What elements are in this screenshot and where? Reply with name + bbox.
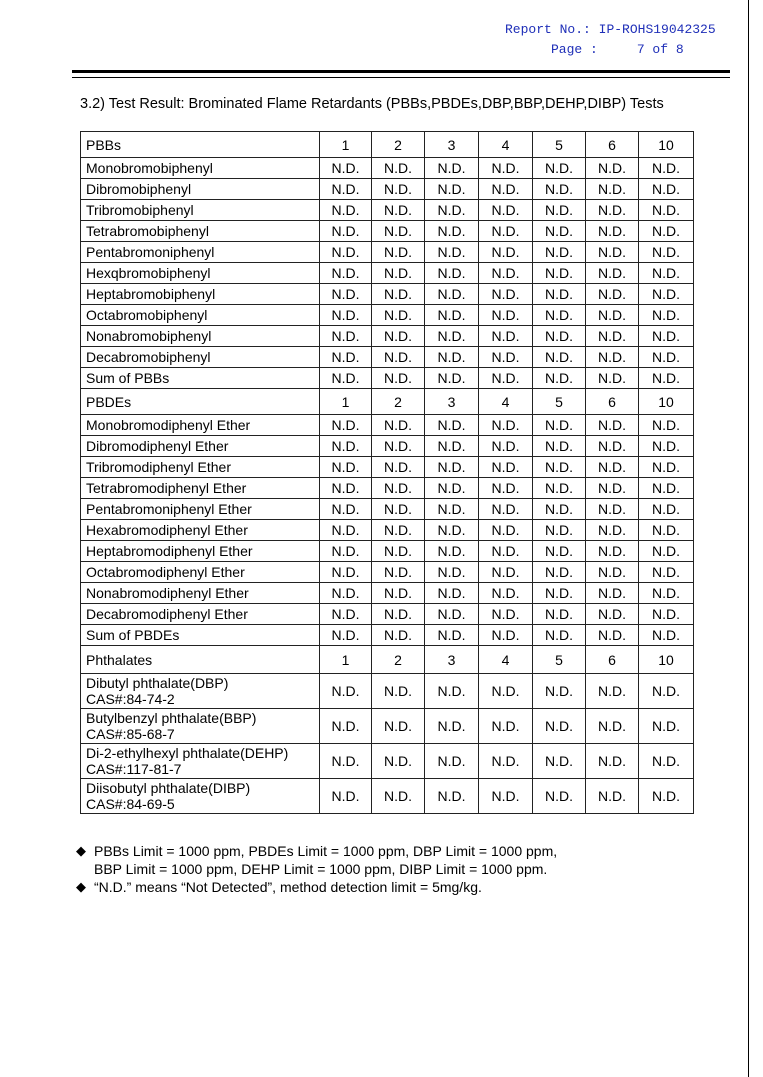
table-row bbox=[81, 179, 694, 200]
result-value: N.D. bbox=[372, 242, 425, 263]
section-header-row bbox=[81, 646, 694, 674]
result-value: N.D. bbox=[372, 179, 425, 200]
limits-note-line-2: BBP Limit = 1000 ppm, DEHP Limit = 1000 ppm, DIBP Limit = 1000 ppm. bbox=[94, 861, 548, 877]
report-header bbox=[505, 20, 720, 60]
result-value: N.D. bbox=[639, 263, 694, 284]
table-row bbox=[81, 478, 694, 499]
column-header: 2 bbox=[372, 389, 425, 415]
table-row bbox=[81, 583, 694, 604]
result-value: N.D. bbox=[479, 221, 533, 242]
result-value: N.D. bbox=[372, 709, 425, 744]
result-value: N.D. bbox=[533, 436, 586, 457]
result-value: N.D. bbox=[639, 625, 694, 646]
result-value: N.D. bbox=[479, 541, 533, 562]
result-value: N.D. bbox=[479, 562, 533, 583]
result-value: N.D. bbox=[586, 709, 639, 744]
substance-name: Dibromobiphenyl bbox=[81, 179, 320, 200]
column-header: 3 bbox=[425, 389, 479, 415]
result-value: N.D. bbox=[533, 499, 586, 520]
result-value: N.D. bbox=[586, 263, 639, 284]
result-value: N.D. bbox=[320, 478, 372, 499]
result-value: N.D. bbox=[639, 541, 694, 562]
result-value: N.D. bbox=[320, 625, 372, 646]
result-value: N.D. bbox=[639, 368, 694, 389]
column-header: 6 bbox=[586, 132, 639, 158]
column-header: 1 bbox=[320, 389, 372, 415]
result-value: N.D. bbox=[586, 347, 639, 368]
table-row bbox=[81, 674, 694, 709]
section-header-row bbox=[81, 132, 694, 158]
section-title: 3.2) Test Result: Brominated Flame Retardants (PBBs,PBDEs,DBP,BBP,DEHP,DIBP) Tests bbox=[80, 96, 664, 112]
result-value: N.D. bbox=[320, 284, 372, 305]
result-value: N.D. bbox=[479, 625, 533, 646]
column-header: 2 bbox=[372, 646, 425, 674]
result-value: N.D. bbox=[586, 604, 639, 625]
result-value: N.D. bbox=[533, 415, 586, 436]
result-value: N.D. bbox=[479, 179, 533, 200]
result-value: N.D. bbox=[479, 779, 533, 814]
result-value: N.D. bbox=[320, 583, 372, 604]
result-value: N.D. bbox=[639, 709, 694, 744]
substance-name-line: Diisobutyl phthalate(DIBP) bbox=[86, 780, 251, 796]
result-value: N.D. bbox=[639, 562, 694, 583]
result-value: N.D. bbox=[639, 779, 694, 814]
result-value: N.D. bbox=[320, 520, 372, 541]
result-value: N.D. bbox=[320, 179, 372, 200]
table-row bbox=[81, 158, 694, 179]
result-value: N.D. bbox=[479, 499, 533, 520]
result-value: N.D. bbox=[479, 583, 533, 604]
result-value: N.D. bbox=[586, 436, 639, 457]
result-value: N.D. bbox=[479, 284, 533, 305]
table-row bbox=[81, 520, 694, 541]
result-value: N.D. bbox=[586, 744, 639, 779]
result-value: N.D. bbox=[639, 478, 694, 499]
result-value: N.D. bbox=[639, 744, 694, 779]
result-value: N.D. bbox=[586, 305, 639, 326]
result-value: N.D. bbox=[586, 562, 639, 583]
result-value: N.D. bbox=[320, 158, 372, 179]
column-header: 1 bbox=[320, 646, 372, 674]
result-value: N.D. bbox=[320, 347, 372, 368]
substance-name: Monobromobiphenyl bbox=[81, 158, 320, 179]
result-value: N.D. bbox=[639, 520, 694, 541]
substance-name: Sum of PBDEs bbox=[81, 625, 320, 646]
result-value: N.D. bbox=[425, 436, 479, 457]
result-value: N.D. bbox=[372, 499, 425, 520]
table-row bbox=[81, 415, 694, 436]
result-value: N.D. bbox=[586, 478, 639, 499]
result-value: N.D. bbox=[320, 415, 372, 436]
result-value: N.D. bbox=[372, 415, 425, 436]
result-value: N.D. bbox=[372, 221, 425, 242]
substance-name: Tetrabromodiphenyl Ether bbox=[81, 478, 320, 499]
result-value: N.D. bbox=[639, 200, 694, 221]
result-value: N.D. bbox=[586, 457, 639, 478]
result-value: N.D. bbox=[479, 347, 533, 368]
column-header: 10 bbox=[639, 646, 694, 674]
substance-name: Nonabromodiphenyl Ether bbox=[81, 583, 320, 604]
column-header: 2 bbox=[372, 132, 425, 158]
result-value: N.D. bbox=[320, 242, 372, 263]
table-row bbox=[81, 604, 694, 625]
result-value: N.D. bbox=[425, 305, 479, 326]
substance-name: Pentabromoniphenyl Ether bbox=[81, 499, 320, 520]
result-value: N.D. bbox=[479, 604, 533, 625]
diamond-icon: ◆ bbox=[76, 843, 86, 858]
result-value: N.D. bbox=[533, 284, 586, 305]
result-value: N.D. bbox=[320, 221, 372, 242]
diamond-icon: ◆ bbox=[76, 879, 86, 894]
result-value: N.D. bbox=[586, 625, 639, 646]
substance-name: Octabromobiphenyl bbox=[81, 305, 320, 326]
result-value: N.D. bbox=[372, 625, 425, 646]
notes-block bbox=[76, 842, 557, 896]
table-row bbox=[81, 368, 694, 389]
column-header: 4 bbox=[479, 132, 533, 158]
result-value: N.D. bbox=[372, 368, 425, 389]
result-value: N.D. bbox=[479, 326, 533, 347]
result-value: N.D. bbox=[425, 583, 479, 604]
cas-number: CAS#:85-68-7 bbox=[86, 726, 175, 742]
result-value: N.D. bbox=[372, 541, 425, 562]
result-value: N.D. bbox=[320, 779, 372, 814]
result-value: N.D. bbox=[533, 305, 586, 326]
table-row bbox=[81, 221, 694, 242]
result-value: N.D. bbox=[533, 520, 586, 541]
result-value: N.D. bbox=[533, 779, 586, 814]
result-value: N.D. bbox=[425, 347, 479, 368]
result-value: N.D. bbox=[425, 562, 479, 583]
result-value: N.D. bbox=[425, 478, 479, 499]
table-row bbox=[81, 779, 694, 814]
substance-name: Sum of PBBs bbox=[81, 368, 320, 389]
result-value: N.D. bbox=[372, 520, 425, 541]
result-value: N.D. bbox=[372, 263, 425, 284]
substance-name-line: Butylbenzyl phthalate(BBP) bbox=[86, 710, 257, 726]
substance-name: Nonabromobiphenyl bbox=[81, 326, 320, 347]
result-value: N.D. bbox=[479, 263, 533, 284]
result-value: N.D. bbox=[479, 305, 533, 326]
page-label: Page : bbox=[551, 42, 598, 57]
substance-name: Dibromodiphenyl Ether bbox=[81, 436, 320, 457]
result-value: N.D. bbox=[320, 744, 372, 779]
page-edge-line bbox=[748, 0, 749, 1077]
result-value: N.D. bbox=[425, 457, 479, 478]
result-value: N.D. bbox=[586, 499, 639, 520]
result-value: N.D. bbox=[533, 263, 586, 284]
result-value: N.D. bbox=[479, 242, 533, 263]
result-value: N.D. bbox=[639, 415, 694, 436]
column-header: 5 bbox=[533, 132, 586, 158]
result-value: N.D. bbox=[320, 368, 372, 389]
result-value: N.D. bbox=[320, 562, 372, 583]
result-value: N.D. bbox=[425, 744, 479, 779]
section-header-label: PBDEs bbox=[81, 389, 320, 415]
result-value: N.D. bbox=[586, 284, 639, 305]
result-value: N.D. bbox=[372, 779, 425, 814]
table-row bbox=[81, 541, 694, 562]
table-row bbox=[81, 305, 694, 326]
report-number-value: IP-ROHS19042325 bbox=[598, 22, 716, 37]
result-value: N.D. bbox=[372, 583, 425, 604]
cas-number: CAS#:84-69-5 bbox=[86, 796, 175, 812]
result-value: N.D. bbox=[320, 499, 372, 520]
result-value: N.D. bbox=[639, 674, 694, 709]
result-value: N.D. bbox=[372, 604, 425, 625]
result-value: N.D. bbox=[639, 436, 694, 457]
result-value: N.D. bbox=[639, 457, 694, 478]
result-value: N.D. bbox=[586, 368, 639, 389]
result-value: N.D. bbox=[425, 263, 479, 284]
table-row bbox=[81, 457, 694, 478]
substance-name-line: Dibutyl phthalate(DBP) bbox=[86, 675, 229, 691]
result-value: N.D. bbox=[425, 200, 479, 221]
substance-name bbox=[81, 674, 320, 709]
column-header: 5 bbox=[533, 389, 586, 415]
result-value: N.D. bbox=[533, 326, 586, 347]
column-header: 10 bbox=[639, 132, 694, 158]
result-value: N.D. bbox=[479, 200, 533, 221]
result-value: N.D. bbox=[533, 744, 586, 779]
result-value: N.D. bbox=[372, 326, 425, 347]
result-value: N.D. bbox=[533, 221, 586, 242]
results-table-body bbox=[81, 132, 694, 814]
result-value: N.D. bbox=[533, 625, 586, 646]
result-value: N.D. bbox=[533, 604, 586, 625]
result-value: N.D. bbox=[533, 674, 586, 709]
column-header: 3 bbox=[425, 132, 479, 158]
result-value: N.D. bbox=[639, 305, 694, 326]
column-header: 4 bbox=[479, 389, 533, 415]
result-value: N.D. bbox=[425, 779, 479, 814]
result-value: N.D. bbox=[639, 242, 694, 263]
result-value: N.D. bbox=[533, 179, 586, 200]
result-value: N.D. bbox=[479, 368, 533, 389]
substance-name: Decabromobiphenyl bbox=[81, 347, 320, 368]
result-value: N.D. bbox=[425, 499, 479, 520]
result-value: N.D. bbox=[425, 709, 479, 744]
nd-note-text: “N.D.” means “Not Detected”, method detection limit = 5mg/kg. bbox=[94, 879, 482, 895]
table-row bbox=[81, 347, 694, 368]
result-value: N.D. bbox=[586, 200, 639, 221]
result-value: N.D. bbox=[533, 709, 586, 744]
result-value: N.D. bbox=[372, 305, 425, 326]
substance-name: Heptabromodiphenyl Ether bbox=[81, 541, 320, 562]
results-table bbox=[80, 131, 694, 814]
result-value: N.D. bbox=[586, 221, 639, 242]
table-row bbox=[81, 709, 694, 744]
result-value: N.D. bbox=[586, 541, 639, 562]
result-value: N.D. bbox=[320, 326, 372, 347]
substance-name: Hexabromodiphenyl Ether bbox=[81, 520, 320, 541]
substance-name: Heptabromobiphenyl bbox=[81, 284, 320, 305]
result-value: N.D. bbox=[372, 158, 425, 179]
result-value: N.D. bbox=[372, 436, 425, 457]
result-value: N.D. bbox=[425, 284, 479, 305]
result-value: N.D. bbox=[639, 499, 694, 520]
result-value: N.D. bbox=[639, 179, 694, 200]
substance-name: Tribromobiphenyl bbox=[81, 200, 320, 221]
page-value: 7 of 8 bbox=[636, 42, 684, 57]
column-header: 6 bbox=[586, 389, 639, 415]
substance-name-line: Di-2-ethylhexyl phthalate(DEHP) bbox=[86, 745, 289, 761]
cas-number: CAS#:84-74-2 bbox=[86, 691, 175, 707]
result-value: N.D. bbox=[479, 158, 533, 179]
result-value: N.D. bbox=[320, 263, 372, 284]
substance-name: Decabromodiphenyl Ether bbox=[81, 604, 320, 625]
result-value: N.D. bbox=[533, 242, 586, 263]
result-value: N.D. bbox=[320, 305, 372, 326]
report-number-label: Report No.: bbox=[505, 22, 591, 37]
substance-name bbox=[81, 709, 320, 744]
table-row bbox=[81, 744, 694, 779]
result-value: N.D. bbox=[320, 541, 372, 562]
column-header: 10 bbox=[639, 389, 694, 415]
result-value: N.D. bbox=[479, 744, 533, 779]
result-value: N.D. bbox=[639, 326, 694, 347]
result-value: N.D. bbox=[425, 604, 479, 625]
result-value: N.D. bbox=[425, 625, 479, 646]
result-value: N.D. bbox=[586, 179, 639, 200]
result-value: N.D. bbox=[320, 436, 372, 457]
result-value: N.D. bbox=[479, 709, 533, 744]
nd-note bbox=[76, 878, 557, 896]
result-value: N.D. bbox=[425, 221, 479, 242]
table-row bbox=[81, 326, 694, 347]
substance-name: Tribromodiphenyl Ether bbox=[81, 457, 320, 478]
result-value: N.D. bbox=[533, 478, 586, 499]
result-value: N.D. bbox=[586, 779, 639, 814]
table-row bbox=[81, 499, 694, 520]
result-value: N.D. bbox=[533, 583, 586, 604]
result-value: N.D. bbox=[586, 674, 639, 709]
substance-name bbox=[81, 779, 320, 814]
report-number-row bbox=[505, 20, 720, 40]
result-value: N.D. bbox=[425, 415, 479, 436]
section-header-label: Phthalates bbox=[81, 646, 320, 674]
result-value: N.D. bbox=[479, 457, 533, 478]
result-value: N.D. bbox=[586, 520, 639, 541]
result-value: N.D. bbox=[533, 158, 586, 179]
result-value: N.D. bbox=[372, 200, 425, 221]
result-value: N.D. bbox=[639, 221, 694, 242]
result-value: N.D. bbox=[586, 415, 639, 436]
result-value: N.D. bbox=[372, 478, 425, 499]
result-value: N.D. bbox=[320, 604, 372, 625]
column-header: 3 bbox=[425, 646, 479, 674]
table-row bbox=[81, 625, 694, 646]
result-value: N.D. bbox=[372, 744, 425, 779]
result-value: N.D. bbox=[479, 436, 533, 457]
section-header-row bbox=[81, 389, 694, 415]
result-value: N.D. bbox=[586, 242, 639, 263]
result-value: N.D. bbox=[533, 200, 586, 221]
limits-note-line-1: PBBs Limit = 1000 ppm, PBDEs Limit = 1000 ppm, DBP Limit = 1000 ppm, bbox=[94, 843, 558, 859]
result-value: N.D. bbox=[372, 457, 425, 478]
result-value: N.D. bbox=[479, 415, 533, 436]
result-value: N.D. bbox=[586, 583, 639, 604]
column-header: 6 bbox=[586, 646, 639, 674]
section-header-label: PBBs bbox=[81, 132, 320, 158]
substance-name: Tetrabromobiphenyl bbox=[81, 221, 320, 242]
table-row bbox=[81, 436, 694, 457]
result-value: N.D. bbox=[425, 326, 479, 347]
result-value: N.D. bbox=[425, 179, 479, 200]
result-value: N.D. bbox=[533, 457, 586, 478]
result-value: N.D. bbox=[639, 347, 694, 368]
result-value: N.D. bbox=[586, 158, 639, 179]
result-value: N.D. bbox=[320, 709, 372, 744]
result-value: N.D. bbox=[533, 347, 586, 368]
table-row bbox=[81, 200, 694, 221]
result-value: N.D. bbox=[372, 347, 425, 368]
result-value: N.D. bbox=[372, 284, 425, 305]
substance-name: Octabromodiphenyl Ether bbox=[81, 562, 320, 583]
header-rule-thin bbox=[72, 77, 730, 78]
result-value: N.D. bbox=[425, 674, 479, 709]
header-rule-thick bbox=[72, 70, 730, 73]
result-value: N.D. bbox=[479, 478, 533, 499]
result-value: N.D. bbox=[533, 562, 586, 583]
result-value: N.D. bbox=[479, 674, 533, 709]
result-value: N.D. bbox=[639, 604, 694, 625]
result-value: N.D. bbox=[479, 520, 533, 541]
result-value: N.D. bbox=[425, 158, 479, 179]
column-header: 5 bbox=[533, 646, 586, 674]
substance-name: Pentabromoniphenyl bbox=[81, 242, 320, 263]
table-row bbox=[81, 242, 694, 263]
column-header: 1 bbox=[320, 132, 372, 158]
table-row bbox=[81, 562, 694, 583]
table-row bbox=[81, 263, 694, 284]
substance-name bbox=[81, 744, 320, 779]
table-row bbox=[81, 284, 694, 305]
result-value: N.D. bbox=[320, 674, 372, 709]
column-header: 4 bbox=[479, 646, 533, 674]
result-value: N.D. bbox=[639, 284, 694, 305]
result-value: N.D. bbox=[372, 562, 425, 583]
result-value: N.D. bbox=[425, 520, 479, 541]
result-value: N.D. bbox=[372, 674, 425, 709]
result-value: N.D. bbox=[425, 242, 479, 263]
result-value: N.D. bbox=[425, 368, 479, 389]
result-value: N.D. bbox=[320, 457, 372, 478]
page-number-row bbox=[505, 40, 720, 60]
result-value: N.D. bbox=[586, 326, 639, 347]
cas-number: CAS#:117-81-7 bbox=[86, 761, 182, 777]
result-value: N.D. bbox=[320, 200, 372, 221]
result-value: N.D. bbox=[533, 541, 586, 562]
substance-name: Hexqbromobiphenyl bbox=[81, 263, 320, 284]
result-value: N.D. bbox=[639, 583, 694, 604]
result-value: N.D. bbox=[425, 541, 479, 562]
result-value: N.D. bbox=[533, 368, 586, 389]
result-value: N.D. bbox=[639, 158, 694, 179]
substance-name: Monobromodiphenyl Ether bbox=[81, 415, 320, 436]
limits-note bbox=[76, 842, 557, 860]
